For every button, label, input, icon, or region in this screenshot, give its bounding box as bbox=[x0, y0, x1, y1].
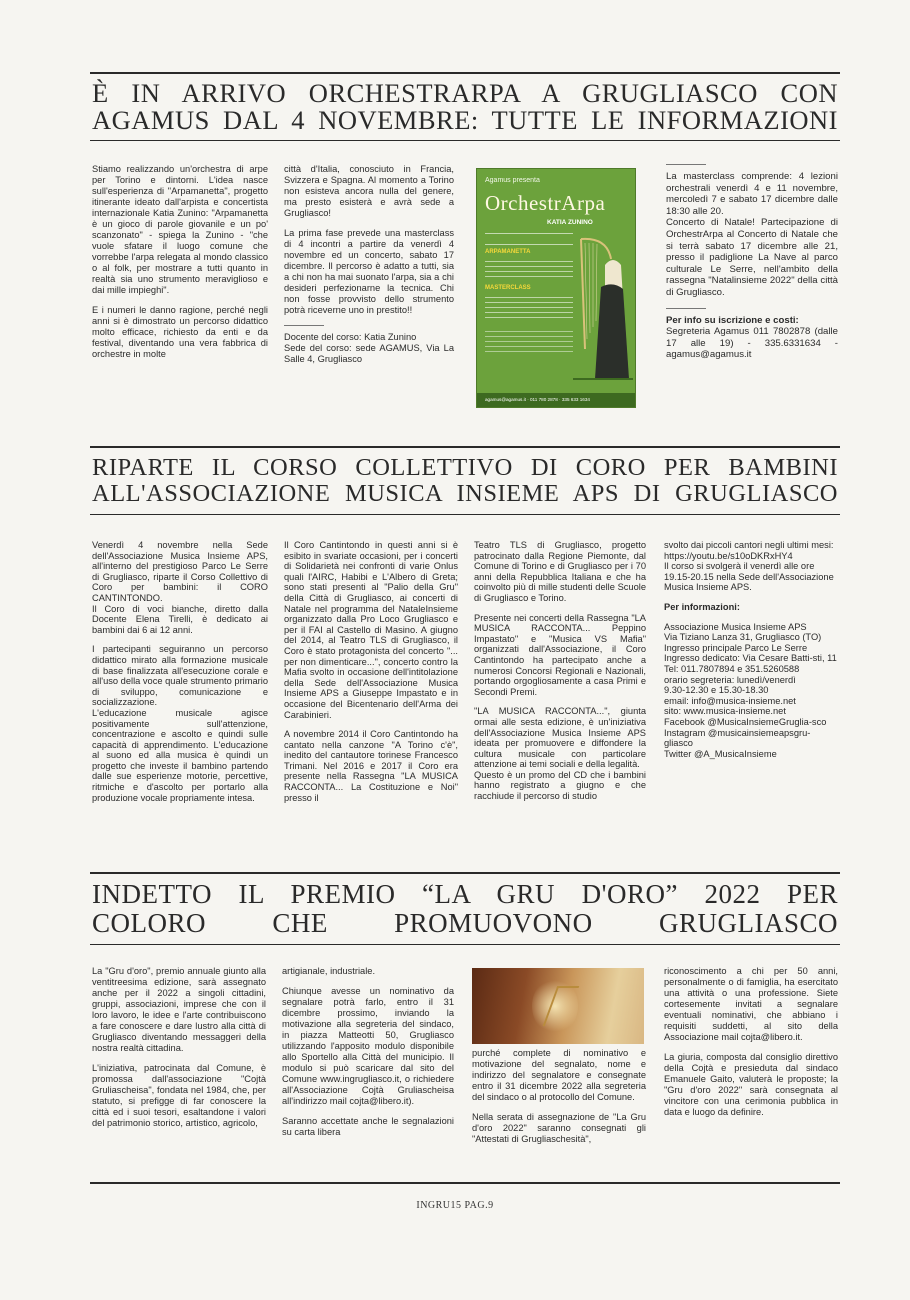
headline-rule bbox=[90, 944, 840, 945]
paragraph: La prima fase prevede una masterclass di 4 incontri a partire da venerdì 4 novembre ed un concerto, sabato 17 dicembre. Il percorso è adatto a tutti, sia a chi non ha mai suonato l'arpa, sia a chi desideri perfezionarne la tecnica. Chi non fosse provvisto dello strumento potrà riceverne uno in prestito!! bbox=[284, 228, 454, 315]
contact-line: Via Tiziano Lanza 31, Grugliasco (TO) bbox=[664, 632, 822, 643]
twitter-link[interactable]: Twitter @A_MusicaInsieme bbox=[664, 748, 777, 759]
article3-column-3 bbox=[472, 1048, 646, 1154]
website-link[interactable]: sito: www.musica-insieme.net bbox=[664, 706, 786, 717]
paragraph: Docente del corso: Katia Zunino bbox=[284, 332, 417, 342]
paragraph: svolto dai piccoli cantori negli ultimi mesi: bbox=[664, 540, 834, 550]
headline-rule bbox=[90, 140, 840, 141]
paragraph: L'iniziativa, patrocinata dal Comune, è promossa dall'associazione "Cojtà Gruliascheisa", fondata nel 1984, che, per statuto, si prefigge di far conoscere la città ed i suoi tesori, esaltandone i valori del patrimonio storico, artistico, agricolo, bbox=[92, 1063, 266, 1128]
poster-text-block bbox=[485, 233, 573, 355]
info-heading: Per info su iscrizione e costi: bbox=[666, 314, 799, 326]
poster-footer: agamus@agamus.it · 011 780 2878 · 335 633 1634 bbox=[477, 393, 635, 407]
headline-line: INDETTO IL PREMIO “LA GRU D'ORO” 2022 PER bbox=[92, 879, 838, 909]
paragraph: Teatro TLS di Grugliasco, progetto patrocinato dalla Regione Piemonte, dal Comune di Torino e di Grugliasco per i 70 anni della Repubblica Italiana e che ha coinvolto più di mille studenti delle Scuole di Grugliasco e Torino. bbox=[474, 540, 646, 603]
paragraph: I partecipanti seguiranno un percorso didattico mirato alla formazione musicale di base finalizzata all'esecuzione corale e all'uso della voce quale strumento primario di sviluppo, comunicazione e socializzazione. bbox=[92, 644, 268, 708]
paragraph: Presente nei concerti della Rassegna "LA MUSICA RACCONTA... Peppino Impastato" e "Musica VS Mafia" organizzati dall'Associazione, il Coro Cantintondo ha partecipato anche a numerosi Concorsi Regionali e Nazionali, portando orgogliosamente a casa Primi e Secondi Premi. bbox=[474, 612, 646, 697]
paragraph: Sede del corso: sede AGAMUS, Via La Salle 4, Grugliasco bbox=[284, 343, 454, 364]
article3-column-1 bbox=[92, 966, 266, 1138]
contact-line: Associazione Musica Insieme APS bbox=[664, 621, 807, 632]
paragraph: Chiunque avesse un nominativo da segnalare potrà farlo, entro il 31 dicembre prossimo, inviando la motivazione alla segreteria del sindaco, in piazza Matteotti 50, Grugliasco utilizzando l'apposito modulo disponibile allo Sportello alla Città del municipio. Il modulo si può scaricare dal sito del Comune www.ingrugliasco.it, o richiedere all'Associazione Cojtà Gruliascheisa all'indirizzo mail cojta@libero.it). bbox=[282, 986, 454, 1106]
poster-brand: Agamus presenta bbox=[485, 177, 540, 184]
headline-rule bbox=[90, 514, 840, 515]
facebook-link[interactable]: Facebook @MusicaInsiemeGruglia-sco bbox=[664, 716, 827, 727]
section-rule bbox=[90, 872, 840, 874]
divider bbox=[666, 164, 706, 165]
poster-keyword: ARPAMANETTA bbox=[485, 249, 531, 255]
article2-column-2 bbox=[284, 540, 458, 812]
paragraph: La "Gru d'oro", premio annuale giunto alla ventitreesima edizione, sarà assegnato anche per il 2022 a singoli cittadini, gruppi, associazioni, imprese che con il loro lavoro, le idee e l'arte contribuiscono a fare conoscere e dare lustro alla città di Grugliasco diventando messaggeri della nostra realtà cittadina. bbox=[92, 966, 266, 1053]
article1-column-4 bbox=[666, 164, 838, 370]
headline-coro-bambini bbox=[92, 455, 838, 506]
info-heading: Per informazioni: bbox=[664, 601, 740, 612]
article2-column-1 bbox=[92, 540, 268, 812]
paragraph: Questo è un promo del CD che i bambini hanno registrato a giugno e che racchiude il percorso di studio bbox=[474, 769, 646, 802]
headline-line: AGAMUS DAL 4 NOVEMBRE: TUTTE LE INFORMAZIONI bbox=[92, 105, 838, 135]
article1-column-2 bbox=[284, 164, 454, 374]
divider bbox=[666, 308, 706, 309]
paragraph: Il corso si svolgerà il venerdì alle ore 19.15-20.15 nella Sede dell'Associazione Musica Insieme APS. bbox=[664, 561, 834, 593]
youtube-link[interactable]: https://youtu.be/s10oDKRxHY4 bbox=[664, 550, 793, 561]
poster-keyword: MASTERCLASS bbox=[485, 285, 531, 291]
contact-line: Ingresso dedicato: Via Cesare Batti-sti, 11 bbox=[664, 653, 837, 664]
contact-line: orario segreteria: lunedì/venerdì bbox=[664, 674, 796, 685]
email-link[interactable]: email: info@musica-insieme.net bbox=[664, 695, 796, 706]
paragraph: purché complete di nominativo e motivazione del segnalato, nome e indirizzo del segnalatore e consegnate entro il 31 dicembre 2022 alla segreteria del sindaco o al protocollo del Comune. bbox=[472, 1048, 646, 1102]
paragraph: "LA MUSICA RACCONTA...", giunta ormai alle sesta edizione, è un'iniziativa dell'Associazione Musica Insieme APS ideata per promuovere e diffondere la cultura musicale con particolare attenzione ai temi sociali e della legalità. bbox=[474, 706, 646, 770]
harpist-illustration bbox=[567, 229, 635, 389]
paragraph: La giuria, composta dal consiglio direttivo della Cojtà e presieduta dal sindaco Emanuele Gaito, valuterà le proposte; la "Gru d'oro 2022" sarà consegnata al vincitore con una cerimonia pubblica in data e luogo da definire. bbox=[664, 1052, 838, 1117]
paragraph: città d'Italia, conosciuto in Francia, Svizzera e Spagna. Al momento a Torino non esisteva ancora nulla del genere, ma presto esisterà e avrà sede a Grugliasco! bbox=[284, 164, 454, 218]
paragraph: riconoscimento a chi per 50 anni, personalmente o di famiglia, ha esercitato una attività o una professione. Siete cortesemente invitati a segnalare eventuali nominativi, che abbiano i requisiti suddetti, al sito della Associazione mail cojta@libero.it. bbox=[664, 966, 838, 1042]
paragraph: E i numeri le danno ragione, perché negli anni si è dimostrato un percorso didattico molto efficace, richiesto da enti e da festival, diventando una vera fabbrica di orchestre in molte bbox=[92, 305, 268, 359]
headline-line: È IN ARRIVO ORCHESTRARPA A GRUGLIASCO CON bbox=[92, 78, 838, 108]
paragraph: L'educazione musicale agisce positivamente sull'attenzione, concentrazione e ascolto e quindi sulle capacità di apprendimento. L'educazione al suono ed alla musica è quindi un progetto che investe il bambino partendo dalle sue esperienze motorie, percettive, ritmiche e d'ascolto per portarlo alla produzione vocale propriamente intesa. bbox=[92, 707, 268, 803]
headline-line: COLORO CHE PROMUOVONO GRUGLIASCO bbox=[92, 908, 838, 938]
paragraph: Saranno accettate anche le segnalazioni su carta libera bbox=[282, 1116, 454, 1137]
headline-line: ALL'ASSOCIAZIONE MUSICA INSIEME APS DI GRUGLIASCO bbox=[92, 479, 838, 507]
contact-line: Tel: 011.7807894 e 351.5260588 bbox=[664, 663, 800, 674]
headline-orchestrarpa bbox=[92, 80, 838, 134]
paragraph: Il Coro Cantintondo in questi anni si è esibito in svariate occasioni, per i concerti di Solidarietà nei confronti di varie Onlus quali l'AIRC, Habibi e L'Albero di Greta; sono stati presenti al "Palio della Gru" della Città di Grugliasco, ai concerti di Natale nel programma del NatalеInsieme organizzato dalla Pro Loco Grugliasco e per il FAI al Castello di Masino. A giugno del 2014, al Teatro TLS di Grugliasco, il Coro è stato protagonista del concerto "... per non dimenticare...", concerto contro la Mafia svolto in occasione dell'intitolazione della Sede dell'Associazione Musica Insieme APS a Giuseppe Impastato e in occasione del Bicentenario dell'Arma dei Carabinieri. bbox=[284, 540, 458, 720]
paragraph: A novembre 2014 il Coro Cantintondo ha cantato nella canzone "A Torino c'è", inedito del cantautore torinese Francesco Trimani. Nel 2016 e 2017 il Coro era presente nella Rassegna "LA MUSICA RACCONTA... La Costituzione e Noi" presso il bbox=[284, 729, 458, 803]
contact-line: 9.30-12.30 e 15.30-18.30 bbox=[664, 685, 769, 696]
headline-gru-doro bbox=[92, 880, 838, 938]
paragraph: Il Coro di voci bianche, diretto dalla Docente Elena Tirelli, è dedicato ai bambini dai 6 ai 12 anni. bbox=[92, 603, 268, 635]
divider bbox=[284, 325, 324, 326]
paragraph: Venerdì 4 novembre nella Sede dell'Associazione Musica Insieme APS, all'interno del prestigioso Parco Le Serre di Grugliasco, riparte il Corso Collettivo di Coro per bambini: il CORO CANTINTONDO. bbox=[92, 540, 268, 603]
article3-column-2 bbox=[282, 966, 454, 1147]
top-rule bbox=[90, 72, 840, 74]
gru-doro-trophy-photo bbox=[472, 968, 644, 1044]
page-footer: INGRU15 PAG.9 bbox=[416, 1200, 494, 1211]
headline-line: RIPARTE IL CORSO COLLETTIVO DI CORO PER BAMBINI bbox=[92, 454, 838, 481]
bottom-rule bbox=[90, 1182, 840, 1184]
contact-block bbox=[664, 622, 838, 760]
article2-column-4 bbox=[664, 540, 838, 759]
instagram-link[interactable]: Instagram @musicainsiemeapsgru-gliasco bbox=[664, 727, 811, 749]
article3-column-4 bbox=[664, 966, 838, 1127]
paragraph: artigianale, industriale. bbox=[282, 966, 376, 976]
article2-column-3 bbox=[474, 540, 646, 811]
paragraph: La masterclass comprende: 4 lezioni orchestrali venerdì 4 e 11 novembre, mercoledì 7 e sabato 17 dicembre dalle 18:30 alle 20. bbox=[666, 171, 838, 217]
paragraph: Concerto di Natale! Partecipazione di OrchestrArpa al Concerto di Natale che si terrà sabato 17 dicembre alle 21, presso il padiglione La Nave al parco culturale Le Serre, nell'ambito della rassegna "Natalinsieme 2022" della città di Grugliasco. bbox=[666, 217, 838, 298]
orchestrarpa-poster bbox=[476, 168, 636, 408]
paragraph: Stiamo realizzando un'orchestra di arpe per Torino e dintorni. L'idea nasce sull'esperienza di "Arpamanetta", progetto itinerante ideato dall'arpista e concertista internazionale Katia Zunino: "Arpamanetta è un gioco di parole giovanile e un po' scanzonato" - spiega la Zunino - "che vuole sfatare il luogo comune che vorrebbe l'arpa relegata al mondo classico o al folk, per mostrare a tutti quanto in realtà sia uno strumento meraviglioso e dai mille impieghi". bbox=[92, 164, 268, 295]
paragraph: Nella serata di assegnazione de "La Gru d'oro 2022" saranno consegnati gli "Attestati di Grugliaschesità", bbox=[472, 1112, 646, 1144]
paragraph: Segreteria Agamus 011 7802878 (dalle 17 alle 19) - 335.6331634 - agamus@agamus.it bbox=[666, 326, 838, 361]
poster-title: OrchestrArpa bbox=[485, 191, 606, 215]
article1-column-1 bbox=[92, 164, 268, 369]
section-rule bbox=[90, 446, 840, 448]
poster-subtitle: KATIA ZUNINO bbox=[547, 219, 593, 226]
contact-line: Ingresso principale Parco Le Serre bbox=[664, 642, 808, 653]
